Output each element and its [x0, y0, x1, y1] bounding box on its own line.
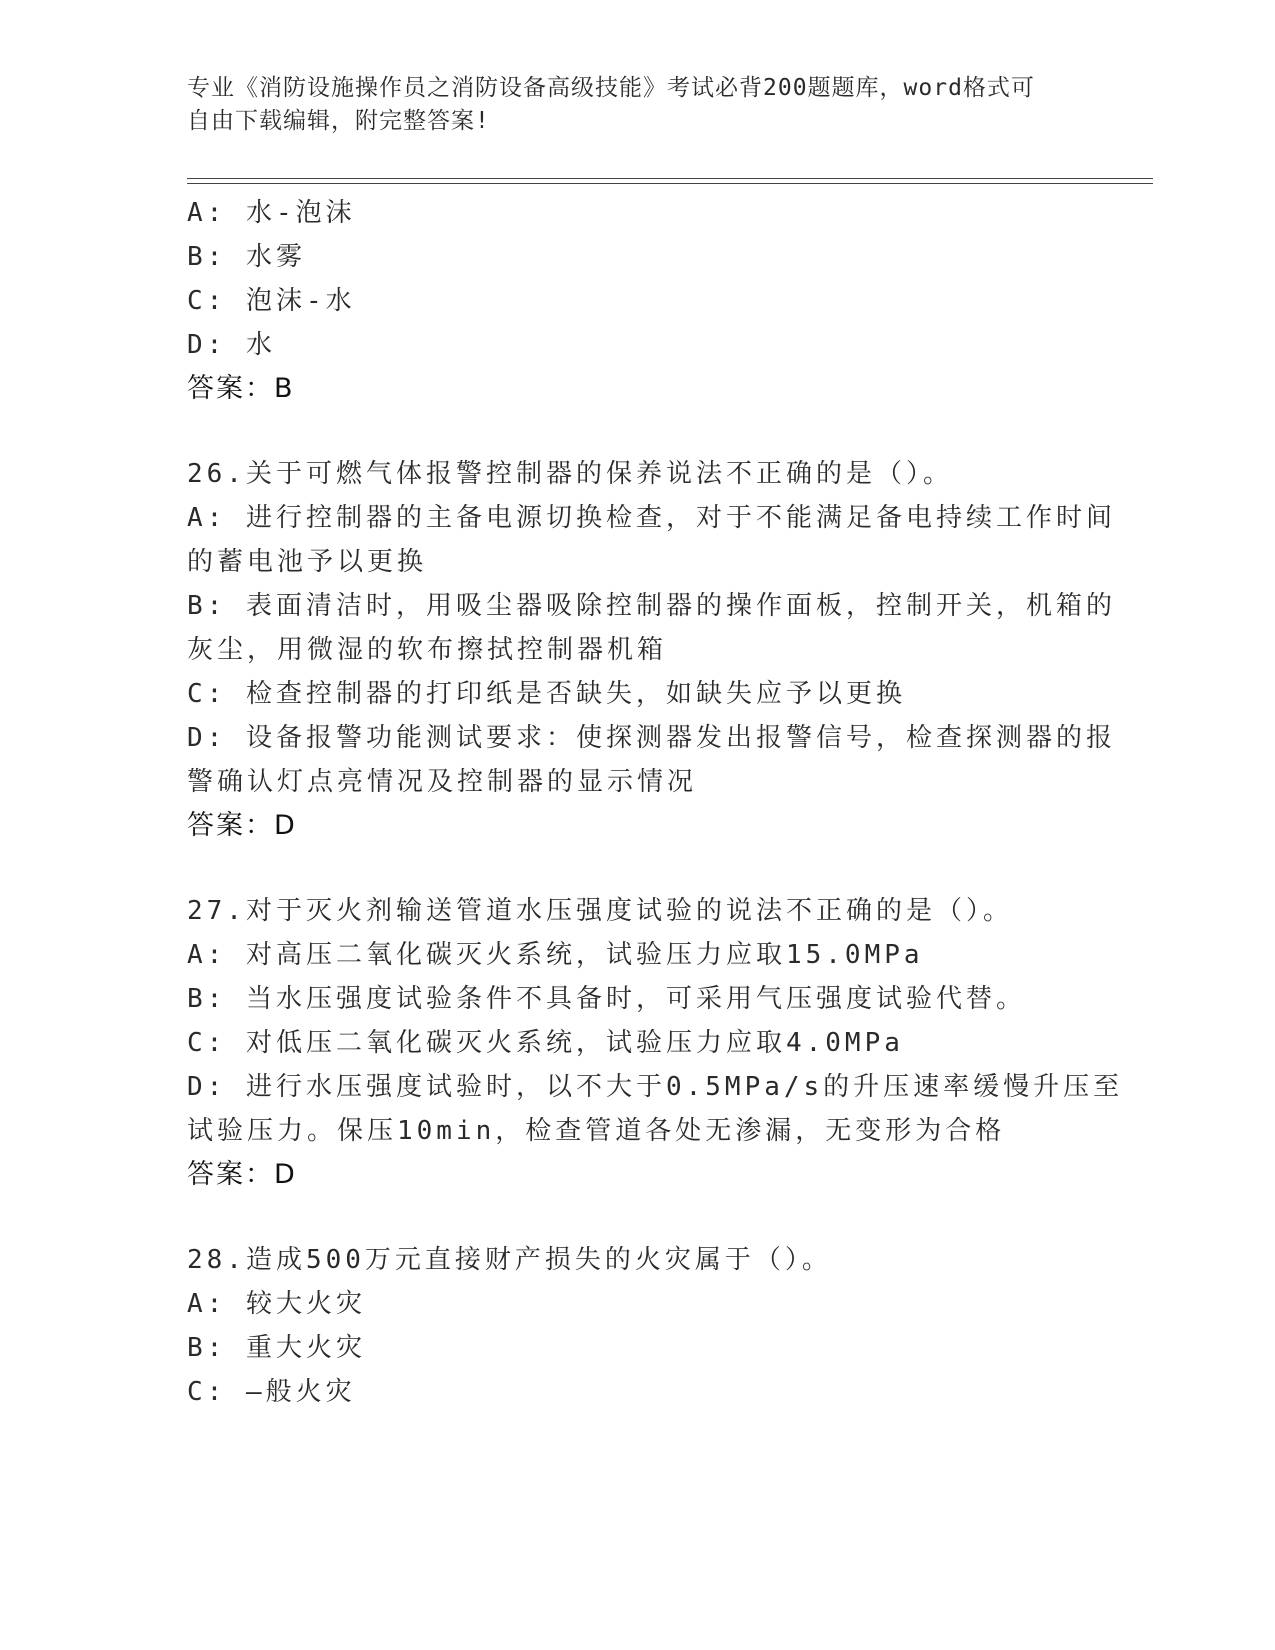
q27-option-d-cont: 试验压力。保压10min，检查管道各处无渗漏，无变形为合格 [187, 1116, 1006, 1146]
q25-option-a: A: 水-泡沫 [187, 198, 356, 228]
q27-answer: 答案：D [187, 1159, 297, 1190]
header-divider-bottom [187, 183, 1153, 184]
q27-question: 27.对于灭火剂输送管道水压强度试验的说法不正确的是（）。 [187, 896, 1013, 926]
q28-option-b: B: 重大火灾 [187, 1333, 366, 1363]
q26-question: 26.关于可燃气体报警控制器的保养说法不正确的是（）。 [187, 459, 953, 489]
q26-option-d-cont: 警确认灯点亮情况及控制器的显示情况 [187, 767, 698, 797]
header-line-1: 专业《消防设施操作员之消防设备高级技能》考试必背200题题库，word格式可 [187, 75, 1035, 101]
q28-question: 28.造成500万元直接财产损失的火灾属于（）。 [187, 1245, 832, 1275]
q28-option-a: A: 较大火灾 [187, 1289, 366, 1319]
q26-answer: 答案：D [187, 810, 297, 841]
header-line-2: 自由下载编辑，附完整答案! [187, 108, 490, 134]
q25-option-b: B: 水雾 [187, 242, 306, 272]
q25-answer: 答案：B [187, 373, 295, 404]
q26-option-c: C: 检查控制器的打印纸是否缺失，如缺失应予以更换 [187, 679, 906, 709]
q28-option-c: C: —般火灾 [187, 1377, 356, 1407]
q27-option-d: D: 进行水压强度试验时，以不大于0.5MPa/s的升压速率缓慢升压至 [187, 1072, 1124, 1102]
document-header [187, 72, 1067, 138]
q27-option-b: B: 当水压强度试验条件不具备时，可采用气压强度试验代替。 [187, 984, 1026, 1014]
q26-option-d: D: 设备报警功能测试要求：使探测器发出报警信号，检查探测器的报 [187, 723, 1116, 753]
q27-option-c: C: 对低压二氧化碳灭火系统，试验压力应取4.0MPa [187, 1028, 904, 1058]
q26-option-a: A: 进行控制器的主备电源切换检查，对于不能满足备电持续工作时间 [187, 503, 1116, 533]
q26-option-b: B: 表面清洁时，用吸尘器吸除控制器的操作面板，控制开关，机箱的 [187, 591, 1116, 621]
q25-option-c: C: 泡沫-水 [187, 286, 356, 316]
q26-option-a-cont: 的蓄电池予以更换 [187, 547, 428, 577]
header-divider-top [187, 178, 1153, 179]
q25-option-d: D: 水 [187, 330, 276, 360]
q26-option-b-cont: 灰尘，用微湿的软布擦拭控制器机箱 [187, 635, 668, 665]
q27-option-a: A: 对高压二氧化碳灭火系统，试验压力应取15.0MPa [187, 940, 924, 970]
